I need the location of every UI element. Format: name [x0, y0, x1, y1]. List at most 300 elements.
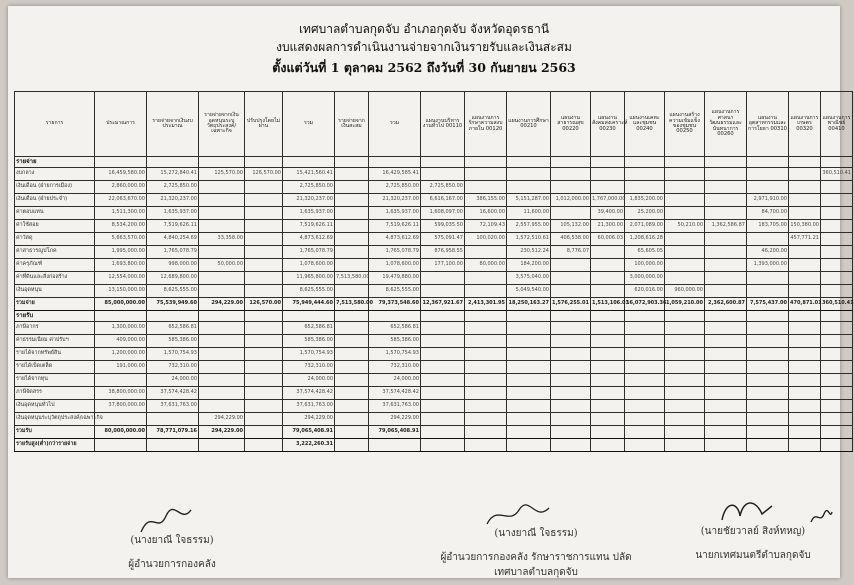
table-cell [705, 259, 747, 272]
table-cell [789, 168, 821, 181]
section-heading: รายรับ [15, 311, 95, 322]
table-cell [665, 246, 705, 259]
column-header: แผนงานการรักษาความสงบภายใน 00120 [465, 92, 507, 157]
row-label: รวมรับ [15, 426, 95, 439]
table-cell [591, 168, 625, 181]
table-cell [335, 285, 369, 298]
table-cell [705, 335, 747, 348]
table-cell: 732,310.00 [283, 361, 335, 374]
column-header: รายจ่ายจากเงินสะสม [335, 92, 369, 157]
table-cell: 457,771.21 [789, 233, 821, 246]
table-cell [551, 311, 591, 322]
table-cell [421, 285, 465, 298]
table-row [15, 233, 853, 246]
table-cell: 998,000.00 [147, 259, 199, 272]
document-title: เทศบาลตำบลกุดจับ อำเภอกุดจับ จังหวัดอุดรธานี [298, 22, 550, 36]
table-cell: 585,386.00 [283, 335, 335, 348]
table-cell [199, 361, 245, 374]
table-cell: 406,538.00 [551, 233, 591, 246]
table-cell [147, 439, 199, 452]
table-cell [821, 335, 853, 348]
table-cell [245, 272, 283, 285]
table-cell [335, 246, 369, 259]
column-header: แผนงานบริหารงานทั่วไป 00110 [421, 92, 465, 157]
table-cell: 294,229.00 [199, 413, 245, 426]
table-cell [465, 311, 507, 322]
table-cell [551, 361, 591, 374]
table-cell [821, 348, 853, 361]
table-cell: 386,155.00 [465, 194, 507, 207]
table-cell [245, 311, 283, 322]
table-cell [821, 272, 853, 285]
table-cell [245, 335, 283, 348]
table-cell [507, 311, 551, 322]
row-label: ค่าสาธารณูปโภค [15, 246, 95, 259]
section-heading-row [15, 311, 853, 322]
table-cell: 184,200.00 [507, 259, 551, 272]
table-cell [551, 387, 591, 400]
table-cell [747, 311, 789, 322]
table-cell: 37,631,763.00 [369, 400, 421, 413]
net-result-row [15, 439, 853, 452]
table-cell: 12,367,921.67 [421, 298, 465, 311]
table-cell: 4,840,254.69 [147, 233, 199, 246]
table-cell [335, 387, 369, 400]
table-cell [369, 311, 421, 322]
table-row [15, 413, 853, 426]
table-cell [747, 361, 789, 374]
table-cell [199, 335, 245, 348]
table-cell [789, 311, 821, 322]
table-cell [507, 400, 551, 413]
table-cell [551, 272, 591, 285]
table-cell: 732,310.00 [147, 361, 199, 374]
table-cell [421, 374, 465, 387]
table-cell [95, 374, 147, 387]
table-cell [245, 207, 283, 220]
table-cell [705, 426, 747, 439]
table-cell: 7,513,580.00 [335, 298, 369, 311]
table-cell [665, 194, 705, 207]
table-cell [821, 220, 853, 233]
table-cell [465, 387, 507, 400]
document-period: ตั้งแต่วันที่ 1 ตุลาคม 2562 ถึงวันที่ 30 กันยายน 2563 [272, 60, 576, 75]
table-cell: 126,570.00 [245, 168, 283, 181]
table-cell [199, 272, 245, 285]
table-cell [95, 157, 147, 168]
table-cell [591, 387, 625, 400]
table-cell [465, 272, 507, 285]
table-cell [465, 361, 507, 374]
table-cell: 15,272,840.41 [147, 168, 199, 181]
table-cell [551, 285, 591, 298]
column-header: แผนงานการเกษตร 00320 [789, 92, 821, 157]
table-cell: 7,519,626.11 [369, 220, 421, 233]
table-cell [335, 348, 369, 361]
table-cell [665, 168, 705, 181]
table-cell [465, 374, 507, 387]
row-label: เงินเดือน (ฝ่ายประจำ) [15, 194, 95, 207]
table-cell [705, 348, 747, 361]
table-cell [789, 246, 821, 259]
table-cell [283, 311, 335, 322]
table-cell: 8,776.07 [551, 246, 591, 259]
table-cell [465, 335, 507, 348]
table-cell: 5,151,287.00 [507, 194, 551, 207]
table-cell: 652,586.81 [283, 322, 335, 335]
table-cell: 7,575,437.00 [747, 298, 789, 311]
table-row [15, 348, 853, 361]
table-cell [747, 181, 789, 194]
table-row [15, 194, 853, 207]
table-cell [747, 285, 789, 298]
table-cell [245, 374, 283, 387]
table-cell: 80,000.00 [465, 259, 507, 272]
table-cell [821, 400, 853, 413]
table-cell [551, 259, 591, 272]
table-cell [789, 400, 821, 413]
table-cell: 37,631,763.00 [283, 400, 335, 413]
column-header: แผนงานการพาณิชย์ 00410 [821, 92, 853, 157]
table-cell [465, 246, 507, 259]
table-cell: 191,000.00 [95, 361, 147, 374]
table-cell [665, 348, 705, 361]
table-row [15, 181, 853, 194]
handwritten-signature-2 [483, 500, 553, 530]
table-cell [335, 400, 369, 413]
table-cell: 230,512.24 [507, 246, 551, 259]
table-cell [625, 335, 665, 348]
table-cell [625, 400, 665, 413]
table-cell: 599,035.50 [421, 220, 465, 233]
table-cell [625, 413, 665, 426]
table-cell: 1,513,106.03 [591, 298, 625, 311]
table-cell [821, 246, 853, 259]
table-cell [245, 233, 283, 246]
column-header: แผนงานการศาสนาวัฒนธรรมและนันทนาการ 00260 [705, 92, 747, 157]
table-cell [665, 311, 705, 322]
table-cell [421, 322, 465, 335]
table-cell [591, 400, 625, 413]
table-cell: 3,000,000.00 [625, 272, 665, 285]
table-cell: 652,586.81 [147, 322, 199, 335]
table-cell [335, 335, 369, 348]
table-cell [335, 439, 369, 452]
table-cell: 2,362,600.87 [705, 298, 747, 311]
table-cell: 1,693,800.00 [95, 259, 147, 272]
section-heading: รายจ่าย [15, 157, 95, 168]
table-cell [665, 322, 705, 335]
table-cell [625, 311, 665, 322]
table-cell: 732,310.00 [369, 361, 421, 374]
table-cell: 177,100.00 [421, 259, 465, 272]
table-cell [821, 322, 853, 335]
table-cell [591, 374, 625, 387]
table-cell [199, 348, 245, 361]
table-cell [705, 400, 747, 413]
table-cell: 4,873,612.69 [369, 233, 421, 246]
table-cell [507, 413, 551, 426]
income-total-row [15, 426, 853, 439]
table-cell: 18,250,163.27 [507, 298, 551, 311]
table-cell [705, 439, 747, 452]
table-cell [245, 387, 283, 400]
table-cell [507, 335, 551, 348]
document-page [8, 6, 854, 578]
table-cell [465, 413, 507, 426]
table-cell: 13,150,000.00 [95, 285, 147, 298]
table-cell [705, 157, 747, 168]
table-cell [789, 413, 821, 426]
table-cell [665, 387, 705, 400]
column-header: รายการ [15, 92, 95, 157]
table-cell: 2,860,000.00 [95, 181, 147, 194]
table-cell: 294,229.00 [369, 413, 421, 426]
table-cell: 6,616,167.00 [421, 194, 465, 207]
row-label: งบกลาง [15, 168, 95, 181]
table-cell [591, 348, 625, 361]
table-cell [335, 259, 369, 272]
row-label: ภาษีอากร [15, 322, 95, 335]
table-cell [421, 400, 465, 413]
table-cell [551, 348, 591, 361]
table-cell: 8,625,555.00 [147, 285, 199, 298]
table-cell: 620,016.00 [625, 285, 665, 298]
table-cell: 1,059,210.00 [665, 298, 705, 311]
table-cell [665, 361, 705, 374]
table-cell [199, 246, 245, 259]
table-cell: 8,625,555.00 [283, 285, 335, 298]
table-cell [705, 387, 747, 400]
row-label: เงินอุดหนุนทั่วไป [15, 400, 95, 413]
table-cell [747, 348, 789, 361]
table-cell: 1,765,078.79 [283, 246, 335, 259]
table-cell [747, 157, 789, 168]
table-cell [625, 387, 665, 400]
table-cell [591, 426, 625, 439]
operating-results-table [14, 91, 853, 452]
table-cell [821, 439, 853, 452]
table-cell [665, 207, 705, 220]
column-header: แผนงานสังคมสงเคราะห์ 00230 [591, 92, 625, 157]
table-cell [199, 322, 245, 335]
table-cell [465, 285, 507, 298]
table-cell [747, 374, 789, 387]
table-cell [665, 272, 705, 285]
table-cell [625, 157, 665, 168]
column-header: ประมาณการ [95, 92, 147, 157]
table-cell: 100,000.00 [625, 259, 665, 272]
table-cell [665, 426, 705, 439]
table-cell [705, 207, 747, 220]
table-cell: 78,771,079.16 [147, 426, 199, 439]
row-label: ค่าใช้สอย [15, 220, 95, 233]
table-cell [551, 439, 591, 452]
table-cell [421, 272, 465, 285]
table-cell: 21,320,237.00 [369, 194, 421, 207]
table-cell: 37,574,428.42 [147, 387, 199, 400]
table-cell [665, 181, 705, 194]
table-cell: 294,229.00 [283, 413, 335, 426]
table-cell [199, 400, 245, 413]
document-subtitle: งบแสดงผลการดำเนินงานจ่ายจากเงินรายรับและเงินสะสม [276, 40, 572, 54]
table-cell: 876,958.55 [421, 246, 465, 259]
table-row [15, 168, 853, 181]
table-cell [789, 207, 821, 220]
signature-block-mayor [668, 524, 838, 563]
table-cell: 1,635,937.00 [283, 207, 335, 220]
table-cell: 360,510.41 [821, 168, 853, 181]
table-cell: 1,576,255.01 [551, 298, 591, 311]
expense-total-row [15, 298, 853, 311]
table-cell: 470,871.01 [789, 298, 821, 311]
table-cell [665, 335, 705, 348]
table-cell [747, 426, 789, 439]
table-header-row [15, 92, 853, 157]
row-label: เงินอุดหนุนระบุวัตถุประสงค์/เฉพาะกิจ [15, 413, 95, 426]
table-cell [507, 168, 551, 181]
table-cell [789, 374, 821, 387]
table-cell [821, 233, 853, 246]
table-cell: 60,006.03 [591, 233, 625, 246]
table-cell: 33,358.00 [199, 233, 245, 246]
table-cell [369, 439, 421, 452]
table-cell: 16,072,903.36 [625, 298, 665, 311]
handwritten-signature-3 [716, 494, 776, 526]
column-header: รวม [283, 92, 335, 157]
table-cell: 7,519,626.11 [283, 220, 335, 233]
table-cell: 75,949,444.60 [283, 298, 335, 311]
table-cell [147, 413, 199, 426]
table-cell [507, 361, 551, 374]
table-row [15, 272, 853, 285]
table-cell: 2,071,089.00 [625, 220, 665, 233]
table-cell: 80,000,000.00 [95, 426, 147, 439]
table-cell: 12,554,000.00 [95, 272, 147, 285]
table-cell [625, 361, 665, 374]
table-cell [147, 311, 199, 322]
table-cell [747, 387, 789, 400]
table-cell [705, 168, 747, 181]
table-cell: 360,510.41 [821, 298, 853, 311]
table-cell: 1,570,754.93 [283, 348, 335, 361]
table-cell [705, 233, 747, 246]
table-cell [335, 322, 369, 335]
table-cell [625, 439, 665, 452]
table-cell: 100,020.00 [465, 233, 507, 246]
column-header: รวม [369, 92, 421, 157]
table-cell [421, 439, 465, 452]
section-heading-row [15, 157, 853, 168]
table-cell [821, 311, 853, 322]
table-cell [705, 413, 747, 426]
table-cell [789, 361, 821, 374]
table-cell [625, 374, 665, 387]
table-cell [591, 181, 625, 194]
table-cell: 7,513,580.00 [335, 272, 369, 285]
table-cell [821, 387, 853, 400]
table-cell [421, 335, 465, 348]
table-cell [465, 181, 507, 194]
table-cell [95, 311, 147, 322]
signatory-name: (นางยาณี ใจธรรม) [494, 528, 578, 539]
table-cell [421, 311, 465, 322]
table-cell: 125,570.00 [199, 168, 245, 181]
table-cell: 19,479,880.00 [369, 272, 421, 285]
table-cell [665, 259, 705, 272]
table-cell [705, 374, 747, 387]
table-cell: 585,386.00 [369, 335, 421, 348]
table-cell [705, 181, 747, 194]
table-cell [199, 311, 245, 322]
table-cell [421, 426, 465, 439]
table-cell: 1,572,510.61 [507, 233, 551, 246]
table-cell: 2,725,850.00 [369, 181, 421, 194]
row-label: ค่าตอบแทน [15, 207, 95, 220]
table-cell [789, 335, 821, 348]
table-cell [591, 361, 625, 374]
table-cell [507, 426, 551, 439]
table-cell [95, 439, 147, 452]
table-cell: 15,421,560.41 [283, 168, 335, 181]
table-cell: 1,765,078.79 [147, 246, 199, 259]
table-cell [705, 361, 747, 374]
table-cell: 1,511,300.00 [95, 207, 147, 220]
table-cell [199, 157, 245, 168]
table-cell: 1,078,600.00 [369, 259, 421, 272]
table-cell: 1,078,600.00 [283, 259, 335, 272]
table-cell [625, 322, 665, 335]
table-cell [789, 272, 821, 285]
table-cell: 37,631,763.00 [147, 400, 199, 413]
table-cell [199, 374, 245, 387]
table-cell: 79,373,548.60 [369, 298, 421, 311]
table-cell [335, 361, 369, 374]
table-cell: 126,570.00 [245, 298, 283, 311]
table-cell [705, 194, 747, 207]
table-cell [465, 157, 507, 168]
table-cell: 575,091.47 [421, 233, 465, 246]
table-cell [245, 246, 283, 259]
table-cell: 38,800,000.00 [95, 387, 147, 400]
table-cell [789, 426, 821, 439]
table-cell: 84,700.00 [747, 207, 789, 220]
table-cell [551, 413, 591, 426]
table-cell: 5,049,540.00 [507, 285, 551, 298]
table-cell: 1,300,000.00 [95, 322, 147, 335]
column-header: แผนงานเคหะและชุมชน 00240 [625, 92, 665, 157]
table-cell: 50,210.00 [665, 220, 705, 233]
table-cell [591, 259, 625, 272]
table-cell [421, 168, 465, 181]
table-cell: 5,663,570.00 [95, 233, 147, 246]
table-cell [245, 194, 283, 207]
table-cell [551, 322, 591, 335]
row-label: ค่าครุภัณฑ์ [15, 259, 95, 272]
table-cell [789, 181, 821, 194]
table-cell [789, 194, 821, 207]
table-cell: 11,965,800.00 [283, 272, 335, 285]
table-cell [199, 387, 245, 400]
table-cell: 46,200.00 [747, 246, 789, 259]
table-cell: 3,575,040.00 [507, 272, 551, 285]
table-cell [591, 246, 625, 259]
table-cell: 960,000.00 [665, 285, 705, 298]
table-cell [591, 285, 625, 298]
table-cell [789, 387, 821, 400]
table-cell [335, 233, 369, 246]
table-cell: 2,413,301.95 [465, 298, 507, 311]
